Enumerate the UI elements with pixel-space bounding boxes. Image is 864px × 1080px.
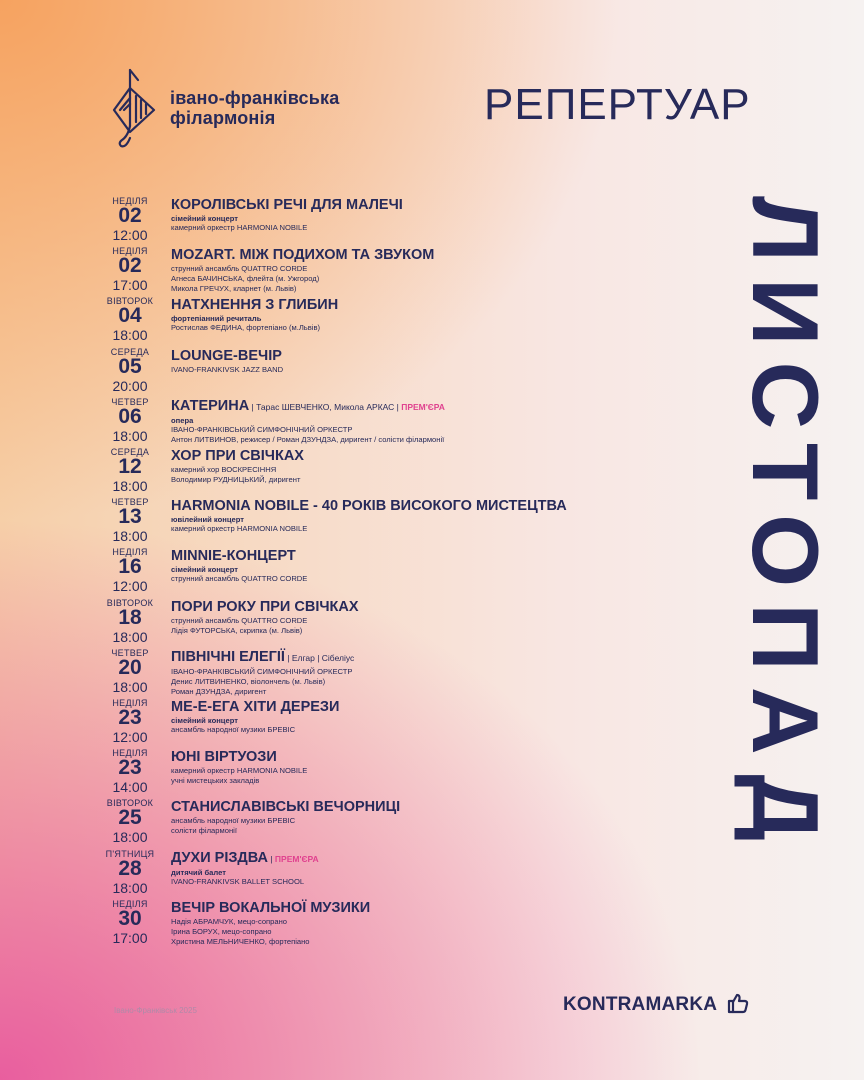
event-time: 20:00 xyxy=(112,377,148,394)
event-performer-line: Роман ДЗУНДЗА, диригент xyxy=(171,686,267,696)
event-title-line xyxy=(171,247,641,264)
event-item xyxy=(100,598,660,648)
event-title: ХОР ПРИ СВІЧКАХ xyxy=(171,448,304,464)
event-day-number: 02 xyxy=(118,204,142,227)
event-title-line xyxy=(171,799,641,816)
event-performer-line: Ростислав ФЕДИНА, фортепіано (м.Львів) xyxy=(171,323,321,333)
event-day-number: 23 xyxy=(118,756,142,780)
event-info xyxy=(171,197,641,233)
event-performer-line: Христина МЕЛЬНИЧЕНКО, фортепіано xyxy=(171,936,310,946)
event-performer-line: IVANO-FRANKIVSK BALLET SCHOOL xyxy=(171,876,305,886)
event-performer-line: камерний хор ВОСКРЕСІННЯ xyxy=(171,465,277,474)
event-title: МЕ-Е-ЕГА ХІТИ ДЕРЕЗИ xyxy=(171,699,340,715)
event-time: 12:00 xyxy=(112,227,148,243)
event-info xyxy=(171,900,641,947)
event-title: КАТЕРИНА xyxy=(171,397,250,414)
premiere-badge: ПРЕМ'ЄРА xyxy=(274,853,319,864)
event-item xyxy=(100,899,660,949)
event-performer-line: ансамбль народної музики БРЕВІС xyxy=(171,725,296,734)
event-weekday: ВІВТОРОК xyxy=(106,296,154,307)
event-title-line xyxy=(171,749,641,766)
event-title: ДУХИ РІЗДВА xyxy=(171,849,268,866)
event-info xyxy=(171,398,641,445)
event-weekday: ЧЕТВЕР xyxy=(111,497,149,508)
event-item xyxy=(100,798,660,848)
event-info xyxy=(171,348,641,375)
event-genre: сімейний концерт xyxy=(171,214,238,223)
event-weekday: НЕДІЛЯ xyxy=(112,698,148,708)
event-performer-line: струнний ансамбль QUATTRO CORDE xyxy=(171,574,308,584)
event-performer-line: камерний оркестр HARMONIA NOBILE xyxy=(171,766,308,776)
event-day-number: 13 xyxy=(118,505,142,529)
event-time: 18:00 xyxy=(112,829,148,846)
event-info xyxy=(171,850,641,887)
premiere-badge: ПРЕМ'ЄРА xyxy=(401,401,445,412)
event-time: 14:00 xyxy=(112,779,148,796)
event-title: ВЕЧІР ВОКАЛЬНОЇ МУЗИКИ xyxy=(171,899,371,916)
event-day-number: 28 xyxy=(118,856,142,880)
event-time: 18:00 xyxy=(112,879,148,896)
event-genre: сімейний концерт xyxy=(171,716,238,725)
event-day-number: 06 xyxy=(118,404,142,428)
event-title: MINNIE-КОНЦЕРТ xyxy=(171,548,296,565)
event-item xyxy=(100,296,660,346)
logo-text-line1: івано-франківська xyxy=(170,88,340,108)
event-title: MOZART. МІЖ ПОДИХОМ ТА ЗВУКОМ xyxy=(171,247,435,264)
event-title-line xyxy=(171,197,641,214)
event-performer-line: Надія АБРАМЧУК, мецо-сопрано xyxy=(171,916,288,926)
event-time: 12:00 xyxy=(112,729,148,745)
event-performer-line: струнний ансамбль QUATTRO CORDE xyxy=(171,264,308,274)
event-performer-line: Ірина БОРУХ, мецо-сопрано xyxy=(171,926,272,936)
event-performer-line: учні мистецьких закладів xyxy=(171,776,260,786)
event-title: LOUNGE-ВЕЧІР xyxy=(171,347,282,364)
event-info xyxy=(171,749,641,786)
event-info xyxy=(171,247,641,294)
event-item xyxy=(100,397,660,447)
event-performer-line: Денис ЛИТВИНЕНКО, віолончель (м. Львів) xyxy=(171,676,326,686)
event-performer-line: IVANO-FRANKIVSK JAZZ BAND xyxy=(171,364,284,374)
event-weekday: ЧЕТВЕР xyxy=(111,647,149,658)
event-info xyxy=(171,498,641,534)
event-item xyxy=(100,748,660,798)
event-weekday: НЕДІЛЯ xyxy=(112,196,148,206)
event-title-line xyxy=(171,348,641,365)
event-performer-line: Агнеса БАЧИНСЬКА, флейта (м. Ужгород) xyxy=(171,274,320,284)
event-day-number: 04 xyxy=(118,304,142,328)
event-performer-line: струнний ансамбль QUATTRO CORDE xyxy=(171,615,308,625)
event-title-line xyxy=(171,599,641,616)
event-genre: ювілейний концерт xyxy=(171,515,244,525)
event-performer-line: ІВАНО-ФРАНКІВСЬКИЙ СИМФОНІЧНИЙ ОРКЕСТР xyxy=(171,666,353,676)
event-weekday: ЧЕТВЕР xyxy=(111,396,149,407)
event-genre: сімейний концерт xyxy=(171,565,238,575)
event-time: 18:00 xyxy=(112,327,148,344)
event-performer-line: Лідія ФУТОРСЬКА, скрипка (м. Львів) xyxy=(171,625,303,635)
event-time: 18:00 xyxy=(112,478,148,494)
event-weekday: СЕРЕДА xyxy=(110,447,150,457)
event-day-number: 30 xyxy=(118,906,142,930)
event-time: 18:00 xyxy=(112,528,148,545)
philharmonic-logo-icon xyxy=(112,66,160,148)
event-info xyxy=(171,297,641,333)
event-day-number: 23 xyxy=(118,706,142,729)
event-performer-line: ІВАНО-ФРАНКІВСЬКИЙ СИМФОНІЧНИЙ ОРКЕСТР xyxy=(171,424,353,434)
event-weekday: ВІВТОРОК xyxy=(106,597,154,608)
event-day-number: 12 xyxy=(118,455,142,478)
month-title: ЛИСТОПАД xyxy=(733,196,838,858)
event-info xyxy=(171,548,641,584)
thumbs-up-icon xyxy=(727,992,749,1014)
event-item xyxy=(100,196,660,246)
event-title: HARMONIA NOBILE - 40 РОКІВ ВИСОКОГО МИСТЕЦТВА xyxy=(171,498,567,515)
event-title-line xyxy=(171,297,641,314)
footer-city-year: Івано-Франківськ 2025 xyxy=(114,1006,197,1015)
repertoire-heading: РЕПЕРТУАР xyxy=(484,80,751,129)
event-authors: | xyxy=(267,853,275,864)
event-weekday: НЕДІЛЯ xyxy=(112,748,148,759)
event-weekday: ВІВТОРОК xyxy=(106,798,154,809)
event-title: НАТХНЕННЯ З ГЛИБИН xyxy=(171,297,339,314)
event-info xyxy=(171,599,641,636)
event-info xyxy=(171,448,641,485)
event-genre: опера xyxy=(171,415,194,425)
event-performer-line: ансамбль народної музики БРЕВІС xyxy=(171,816,296,826)
event-day-number: 18 xyxy=(118,605,142,629)
event-title-line xyxy=(171,448,641,465)
event-time: 18:00 xyxy=(112,427,148,444)
event-weekday: НЕДІЛЯ xyxy=(112,898,148,909)
event-time: 18:00 xyxy=(112,628,148,645)
event-item xyxy=(100,698,660,748)
event-item xyxy=(100,648,660,698)
event-item xyxy=(100,547,660,597)
event-title: КОРОЛІВСЬКІ РЕЧІ ДЛЯ МАЛЕЧІ xyxy=(171,197,403,213)
event-performer-line: камерний оркестр HARMONIA NOBILE xyxy=(171,524,308,534)
event-title-line xyxy=(171,699,641,716)
event-item xyxy=(100,347,660,397)
event-title-line xyxy=(171,649,641,667)
event-genre: фортепіанний речиталь xyxy=(171,314,262,324)
event-performer-line: Микола ГРЕЧУХ, кларнет (м. Львів) xyxy=(171,284,297,294)
event-performer-line: Володимир РУДНИЦЬКИЙ, диригент xyxy=(171,475,301,484)
event-time: 12:00 xyxy=(112,578,148,595)
event-weekday: СЕРЕДА xyxy=(110,346,150,357)
event-time: 17:00 xyxy=(112,929,148,946)
event-performer-line: камерний оркестр HARMONIA NOBILE xyxy=(171,223,308,232)
event-info xyxy=(171,649,641,697)
event-title-line xyxy=(171,850,641,868)
event-weekday: П'ЯТНИЦЯ xyxy=(105,848,155,859)
event-day-number: 05 xyxy=(118,354,142,378)
event-day-number: 16 xyxy=(118,555,142,579)
event-item xyxy=(100,849,660,899)
event-info xyxy=(171,699,641,735)
event-performer-line: Антон ЛИТВИНОВ, режисер / Роман ДЗУНДЗА, диригент / солісти філармонії xyxy=(171,434,445,444)
event-day-number: 25 xyxy=(118,806,142,830)
event-title: ПОРИ РОКУ ПРИ СВІЧКАХ xyxy=(171,598,359,615)
event-title: ПІВНІЧНІ ЕЛЕГІЇ xyxy=(171,648,285,665)
event-genre: дитячий балет xyxy=(171,867,226,877)
event-title-line xyxy=(171,548,641,565)
event-info xyxy=(171,799,641,836)
event-title-line xyxy=(171,398,641,416)
event-day-number: 20 xyxy=(118,655,142,679)
event-title-line xyxy=(171,498,641,515)
event-time: 17:00 xyxy=(112,277,148,294)
event-item xyxy=(100,447,660,497)
event-item xyxy=(100,497,660,547)
event-title-line xyxy=(171,900,641,917)
event-title: СТАНИСЛАВІВСЬКІ ВЕЧОРНИЦІ xyxy=(171,799,401,816)
event-performer-line: солісти філармонії xyxy=(171,826,237,836)
event-weekday: НЕДІЛЯ xyxy=(112,547,148,558)
event-authors: | Елгар | Сібеліус xyxy=(284,652,355,663)
event-time: 18:00 xyxy=(112,678,148,695)
logo-text-line2: філармонія xyxy=(170,108,276,128)
event-item xyxy=(100,246,660,296)
event-day-number: 02 xyxy=(118,254,142,278)
event-title: ЮНІ ВІРТУОЗИ xyxy=(171,749,277,766)
event-authors: | Тарас ШЕВЧЕНКО, Микола АРКАС | xyxy=(249,401,402,412)
event-weekday: НЕДІЛЯ xyxy=(112,246,148,257)
kontramarka-brand: KONTRAMARKA xyxy=(563,994,718,1015)
